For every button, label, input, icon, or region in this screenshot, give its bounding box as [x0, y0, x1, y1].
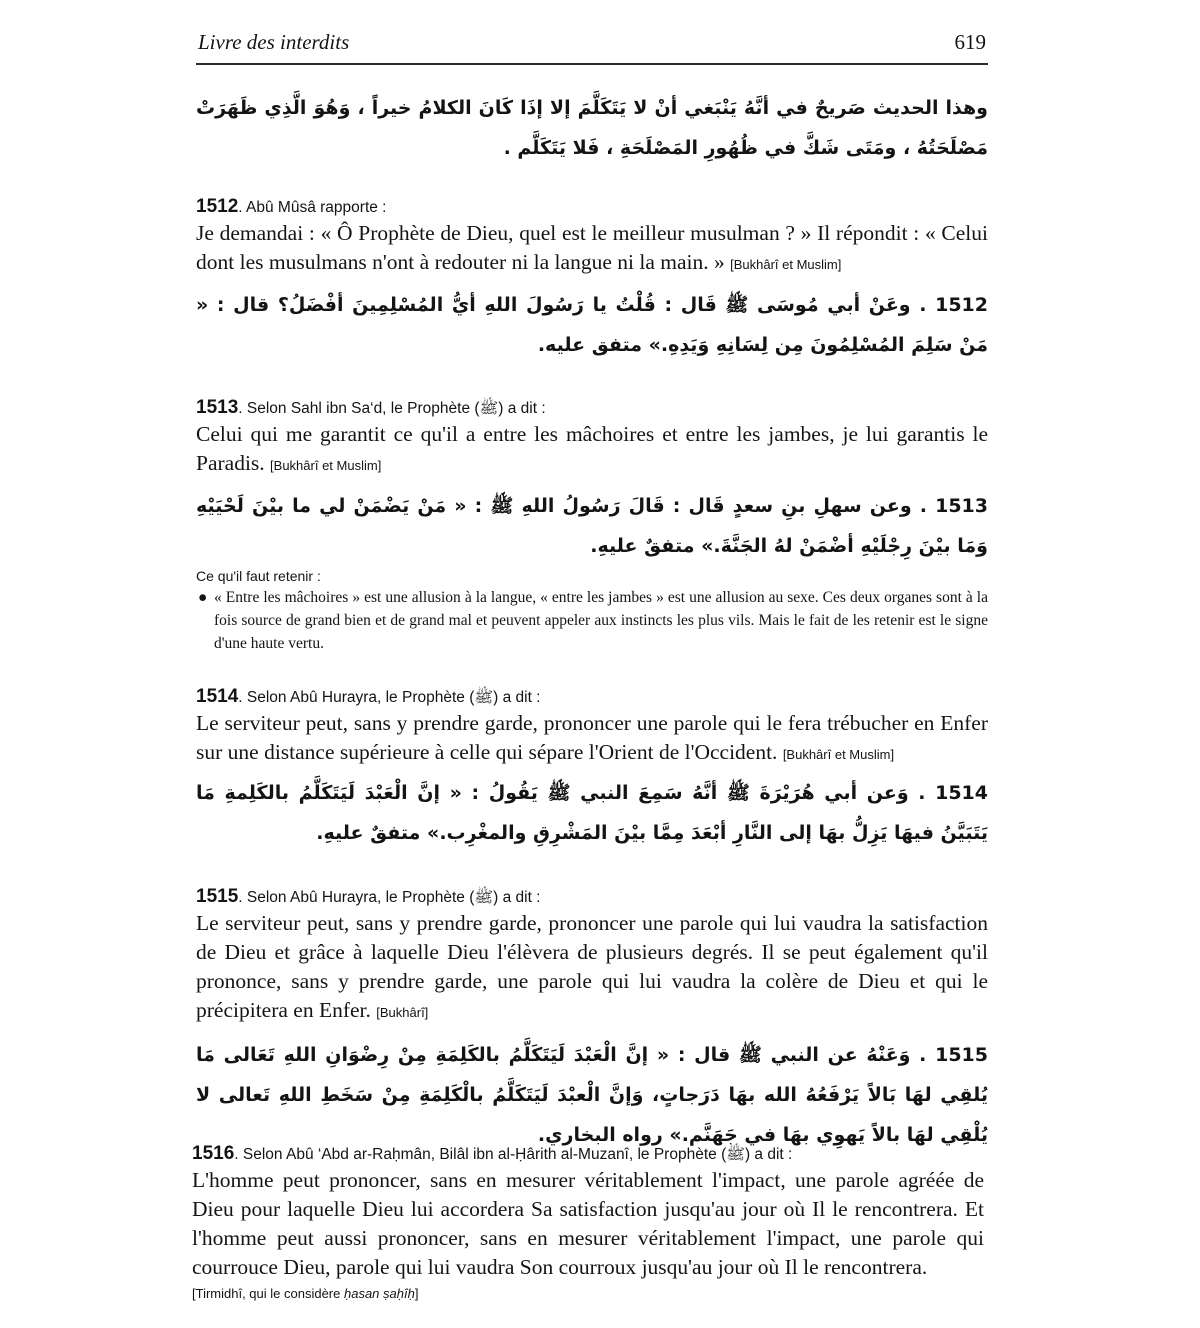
- hadith-arabic-text: 1513 . وعن سهلِ بنِ سعدٍ قَال : قَالَ رَسُولُ اللهِ ﷺ : « مَنْ يَضْمَنْ لي ما بيْنَ لَحْيَيْهِ وَمَا بيْنَ رِجْلَيْهِ أضْمَنْ لهُ الجَنَّةَ.» متفقٌ عليهِ.: [196, 495, 988, 557]
- hadith-intro: . Selon Abû Hurayra, le Prophète (ﷺ) a dit :: [238, 689, 541, 706]
- note-title: Ce qu'il faut retenir :: [196, 568, 321, 584]
- page-number: 619: [954, 30, 986, 54]
- hadith-intro: . Selon Abû ‘Abd ar-Raḥmân, Bilâl ibn al-Ḥârith al-Muzanî, le Prophète (ﷺ) a dit :: [234, 1146, 793, 1163]
- header-rule: [196, 63, 988, 65]
- hadith-arabic-text: 1514 . وَعن أبي هُرَيْرَةَ ﷺ أنَّهُ سَمِعَ النبي ﷺ يَقُولُ : « إنَّ الْعَبْدَ لَيَتَكَلَّمُ بالكَلِمةِ مَا يَتَبَيَّنُ فيهَا يَزِلُّ بهَا إلى النَّارِ أبْعَدَ مِمَّا بيْنَ المَشْرِقِ والمغْرِب.» متفقٌ عليهِ.: [196, 782, 988, 844]
- source-grade: ḥasan ṣaḥîḥ: [343, 1286, 415, 1301]
- hadith-number: 1516: [192, 1143, 235, 1164]
- hadith-text: Le serviteur peut, sans y prendre garde, prononcer une parole qui lui vaudra la satisfaction de Dieu et grâce à laquelle Dieu l'élèvera de plusieurs degrés. Il se peut également qu'il prononce, sans y prendre garde, une parole qui lui vaudra la colère de Dieu et qui le précipitera en Enfer.: [196, 911, 988, 1022]
- hadith-source: [Bukhârî et Muslim]: [730, 257, 842, 272]
- hadith-number: 1514: [196, 686, 239, 707]
- bullet-icon: ●: [198, 589, 208, 606]
- intro-arabic-paragraph: وهذا الحديث صَريحٌ في أنَّهُ يَنْبَغي أنْ لا يَتَكَلَّمَ إلا إذَا كَانَ الكلامُ خيراً ، وَهُوَ الَّذِي ظَهَرَتْ مَصْلَحَتُهُ ، ومَتَى شَكَّ في ظُهُورِ المَصْلَحَةِ ، فَلا يَتَكَلَّم .: [196, 97, 988, 159]
- hadith-heading: [196, 886, 988, 909]
- hadith-1513: [196, 397, 988, 655]
- hadith-intro: . Selon Abû Hurayra, le Prophète (ﷺ) a dit :: [238, 889, 541, 906]
- running-head: [196, 30, 988, 64]
- hadith-source: [Bukhârî et Muslim]: [270, 458, 382, 473]
- hadith-number: 1512: [196, 196, 239, 217]
- hadith-arabic-text: 1512 . وعَنْ أبي مُوسَى ﷺ قَال : قُلْتُ يا رَسُولَ اللهِ أيُّ المُسْلِمِينَ أفْضَلُ؟ قال : « مَنْ سَلِمَ المُسْلِمُونَ مِن لِسَانِهِ وَيَدِهِ.» متفق عليه.: [196, 294, 988, 356]
- note-item-text: « Entre les mâchoires » est une allusion à la langue, « entre les jambes » est une allusion au sexe. Ces deux organes sont à la fois source de grand bien et de grand mal et peuvent appeler aux instincts les plus vils. Mais le fait de les retenir est le signe d'une haute vertu.: [214, 589, 988, 652]
- hadith-heading: [196, 397, 988, 420]
- note-item: [196, 586, 988, 655]
- hadith-1512: [196, 196, 988, 365]
- hadith-1516: [192, 1143, 984, 1301]
- hadith-french-text: [196, 420, 988, 480]
- hadith-french-text: [196, 709, 988, 769]
- hadith-source: [Bukhârî et Muslim]: [782, 747, 895, 762]
- hadith-text: Celui qui me garantit ce qu'il a entre les mâchoires et entre les jambes, je lui garantis le Paradis.: [196, 422, 988, 475]
- hadith-1514: [196, 686, 988, 853]
- hadith-heading: [196, 196, 988, 219]
- hadith-number: 1513: [196, 397, 239, 418]
- hadith-text: Je demandai : « Ô Prophète de Dieu, quel est le meilleur musulman ? » Il répondit : « Celui dont les musulmans n'ont à redouter ni la langue ni la main. »: [196, 221, 988, 274]
- hadith-intro: . Selon Sahl ibn Sa‘d, le Prophète (ﷺ) a dit :: [238, 400, 546, 417]
- hadith-source: [Bukhârî]: [376, 1005, 429, 1020]
- hadith-source: [192, 1286, 984, 1301]
- hadith-french-text: [196, 909, 988, 1027]
- hadith-heading: [192, 1143, 984, 1166]
- hadith-text: Le serviteur peut, sans y prendre garde, prononcer une parole qui le fera trébucher en Enfer sur une distance supérieure à celle qui sépare l'Orient de l'Occident.: [196, 711, 988, 764]
- chapter-title: Livre des interdits: [198, 30, 350, 54]
- source-prefix: [Tirmidhî, qui le considère: [192, 1286, 344, 1301]
- hadith-number: 1515: [196, 886, 239, 907]
- hadith-1515: [196, 886, 988, 1155]
- hadith-heading: [196, 686, 988, 709]
- hadith-arabic-text: 1515 . وَعَنْهُ عن النبي ﷺ قال : « إنَّ الْعَبْدَ لَيَتَكَلَّمُ بالكَلِمَةِ مِنْ رِضْوَانِ اللهِ تَعَالى مَا يُلقِي لهَا بَالاً يَرْفَعُهُ الله بهَا دَرَجاتٍ، وَإنَّ الْعبْدَ لَيَتَكَلَّمُ بالْكَلِمَةِ مِنْ سَخَطِ اللهِ تَعالى لا يُلْقِي لهَا بالاً يَهوِي بهَا في جَهَنَّم.» رواه البخاري.: [196, 1044, 988, 1146]
- hadith-intro: . Abû Mûsâ rapporte :: [238, 199, 387, 216]
- hadith-french-text: L'homme peut prononcer, sans en mesurer véritablement l'impact, une parole agréée de Dieu pour laquelle Dieu lui accordera Sa satisfaction jusqu'au jour où Il le rencontrera. Et l'homme peut aussi prononcer, sans en mesurer véritablement l'impact, une parole qui courrouce Dieu, parole qui lui vaudra Son courroux jusqu'au jour où Il le rencontrera.: [192, 1168, 984, 1279]
- hadith-french-text: [196, 219, 988, 279]
- source-suffix: ]: [414, 1286, 419, 1301]
